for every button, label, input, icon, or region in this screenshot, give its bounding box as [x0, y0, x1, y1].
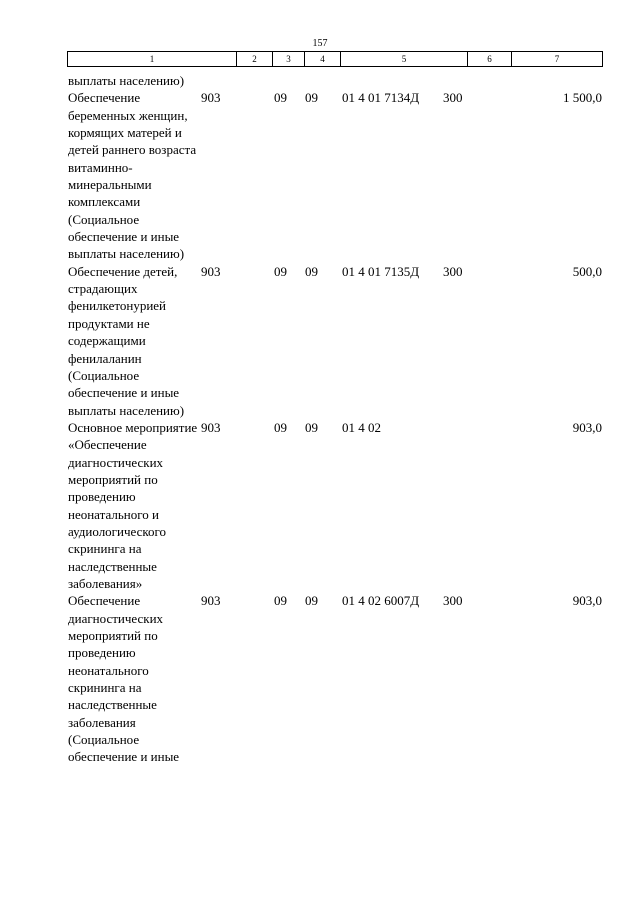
- row-ministry-code: 903: [201, 263, 221, 279]
- row-section-code: 09: [274, 90, 287, 106]
- row-expense-type: 300: [443, 90, 463, 106]
- row-section-code: 09: [274, 263, 287, 279]
- row-ministry-code: 903: [201, 419, 221, 435]
- column-header-5: 5: [341, 52, 468, 67]
- table-row: [67, 263, 602, 419]
- row-section-code: 09: [274, 419, 287, 435]
- row-ministry-code: 903: [201, 90, 221, 106]
- row-ministry-code: 903: [201, 593, 221, 609]
- row-target-code: 01 4 02: [342, 419, 381, 435]
- table-row: [67, 89, 602, 262]
- row-target-code: 01 4 01 7135Д: [342, 263, 420, 279]
- column-header-4: 4: [305, 52, 341, 67]
- row-target-code: 01 4 01 7134Д: [342, 90, 420, 106]
- table-row: [67, 592, 602, 765]
- row-section-code: 09: [274, 593, 287, 609]
- row-name: Основное мероприятие «Обеспечение диагностических мероприятий по проведению неонатального и аудиологического скрининга на наследственные заболевания»: [68, 419, 198, 591]
- table-row: [67, 419, 602, 592]
- column-header-1: 1: [68, 52, 237, 67]
- row-expense-type: 300: [443, 593, 463, 609]
- column-header-table: [67, 51, 603, 67]
- row-name: Обеспечение беременных женщин, кормящих матерей и детей раннего возраста витаминно-минеральными комплексами (Социальное обеспечение и иные выплаты населению): [68, 90, 197, 262]
- row-amount: 1 500,0: [563, 90, 602, 106]
- row-subsection-code: 09: [305, 419, 318, 435]
- row-name: выплаты населению): [68, 73, 185, 88]
- row-subsection-code: 09: [305, 263, 318, 279]
- row-amount: 903,0: [572, 419, 602, 435]
- column-header-6: 6: [468, 52, 512, 67]
- row-expense-type: 300: [443, 263, 463, 279]
- table-body: [67, 72, 602, 766]
- row-subsection-code: 09: [305, 90, 318, 106]
- page-number: 157: [312, 38, 328, 49]
- column-header-7: 7: [512, 52, 603, 67]
- row-name: Обеспечение детей, страдающих фенилкетонурией продуктами не содержащими фенилаланин (Социальное обеспечение и иные выплаты населению): [68, 263, 185, 418]
- row-name: Обеспечение диагностических мероприятий по проведению неонатального скрининга на наследственные заболевания (Социальное обеспечение и иные: [68, 593, 180, 765]
- row-subsection-code: 09: [305, 593, 318, 609]
- row-amount: 903,0: [572, 593, 602, 609]
- row-target-code: 01 4 02 6007Д: [342, 593, 420, 609]
- column-header-3: 3: [273, 52, 305, 67]
- row-amount: 500,0: [572, 263, 602, 279]
- table-row: [67, 72, 602, 89]
- column-header-2: 2: [237, 52, 273, 67]
